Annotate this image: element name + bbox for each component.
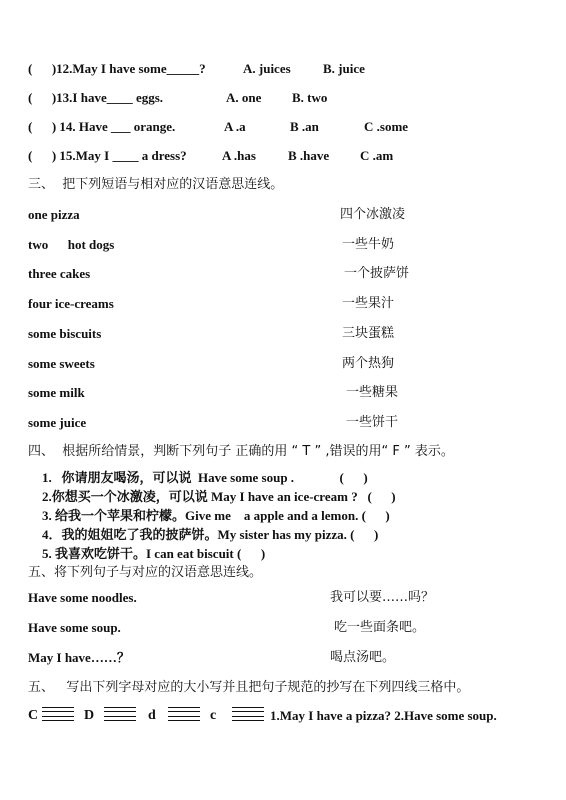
question-12-option-b: B. juice <box>323 61 365 76</box>
phrase-right: 一个披萨饼 <box>344 266 410 281</box>
phrase-left: some biscuits <box>28 326 102 341</box>
phrase-left: three cakes <box>28 266 91 281</box>
judge-item: 1. 你请朋友喝汤，可以说 Have some soup . ( ) <box>42 470 368 485</box>
section-5-heading: 五、将下列句子与对应的汉语意思连线。 <box>28 565 263 580</box>
question-13-option-a: A. one <box>226 90 262 105</box>
judge-item: 4．我的姐姐吃了我的披萨饼。My sister has my pizza. ( ) <box>42 527 379 542</box>
four-line-grid <box>168 707 200 721</box>
phrase-right: 一些饼干 <box>346 415 399 430</box>
phrase-left: some sweets <box>28 356 95 371</box>
letter-d: d <box>148 708 156 723</box>
phrase-left: some milk <box>28 385 85 400</box>
question-15-option-b: B .have <box>288 148 330 163</box>
question-14-option-c: C .some <box>364 119 409 134</box>
question-12-stem: ( )12.May I have some_____? <box>28 61 206 76</box>
four-line-grid <box>104 707 136 721</box>
phrase-left: some juice <box>28 415 87 430</box>
question-15-option-c: C .am <box>360 148 394 163</box>
letter-C: C <box>28 708 39 723</box>
sentence-left: Have some soup. <box>28 620 121 635</box>
phrase-right: 三块蛋糕 <box>342 326 395 341</box>
phrase-left: four ice-creams <box>28 296 114 311</box>
question-15-stem: ( ) 15.May I ____ a dress? <box>28 148 187 163</box>
judge-item: 3. 给我一个苹果和柠檬。Give me a apple and a lemon. ( ) <box>42 508 390 523</box>
phrase-right: 一些牛奶 <box>342 237 395 252</box>
phrase-right: 四个冰激凌 <box>340 207 406 222</box>
phrase-right: 一些果汁 <box>342 296 395 311</box>
judge-item: 2.你想买一个冰激凌，可以说 May I have an ice-cream ? ( ) <box>42 489 396 504</box>
question-15-option-a: A .has <box>222 148 256 163</box>
phrase-right: 两个热狗 <box>342 356 395 371</box>
question-14-stem: ( ) 14. Have ___ orange. <box>28 119 176 134</box>
question-13-option-b: B. two <box>292 90 328 105</box>
letter-c: c <box>210 708 217 723</box>
letter-D: D <box>84 708 95 723</box>
copy-sentences: 1.May I have a pizza? 2.Have some soup. <box>270 708 497 723</box>
question-14-option-b: B .an <box>290 119 319 134</box>
judge-item: 5. 我喜欢吃饼干。I can eat biscuit ( ) <box>42 546 266 561</box>
phrase-right: 一些糖果 <box>346 385 399 400</box>
phrase-left: one pizza <box>28 207 80 222</box>
section-4-heading: 四、 根据所给情景，判断下列句子 正确的用 “ T ” ,错误的用“ F ” 表示。 <box>28 444 454 459</box>
section-6-heading: 五、 写出下列字母对应的大小写并且把句子规范的抄写在下列四线三格中。 <box>28 680 470 695</box>
sentence-right: 吃一些面条吧。 <box>334 620 426 635</box>
section-3-heading: 三、 把下列短语与相对应的汉语意思连线。 <box>28 177 284 192</box>
sentence-left: Have some noodles. <box>28 590 137 605</box>
sentence-right: 喝点汤吧。 <box>330 650 396 665</box>
four-line-grid <box>232 707 264 721</box>
sentence-left: May I have……？ <box>28 650 130 665</box>
phrase-left: two hot dogs <box>28 237 115 252</box>
question-13-stem: ( )13.I have____ eggs. <box>28 90 164 105</box>
four-line-grid <box>42 707 74 721</box>
question-12-option-a: A. juices <box>243 61 291 76</box>
sentence-right: 我可以要……吗？ <box>330 590 435 605</box>
question-14-option-a: A .a <box>224 119 246 134</box>
